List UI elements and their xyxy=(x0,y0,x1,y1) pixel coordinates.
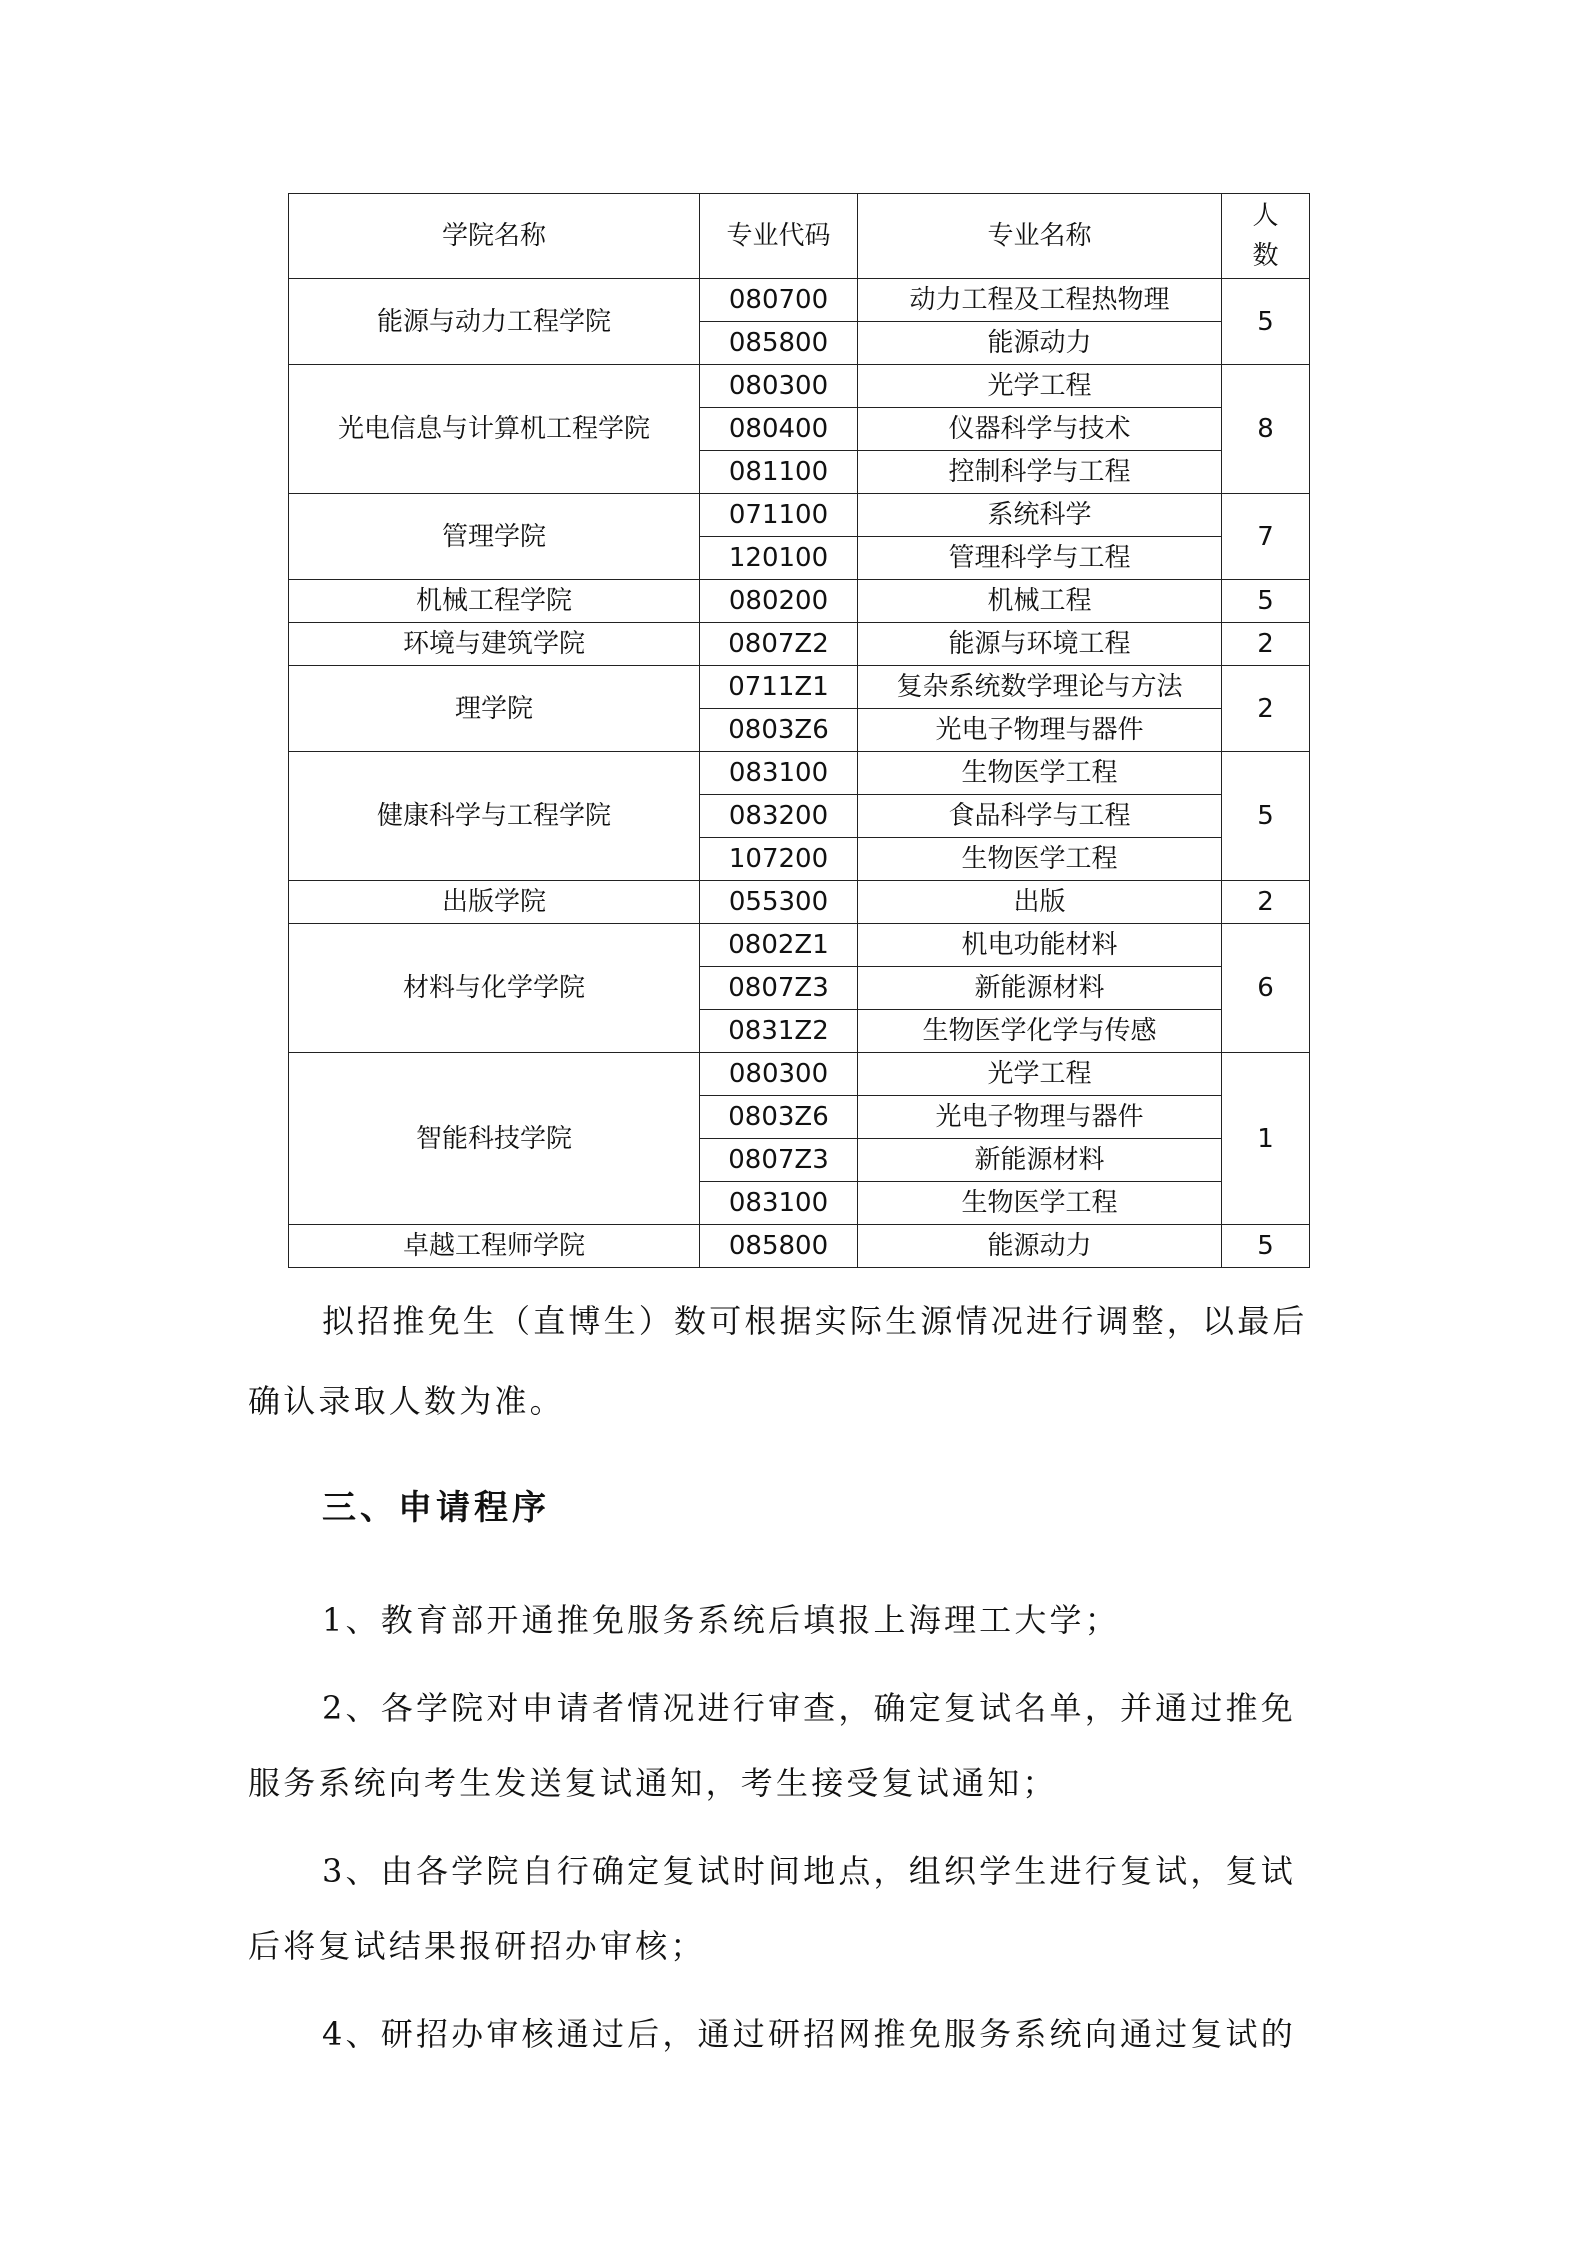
quota-count-cell: 2 xyxy=(1222,666,1310,752)
table-row xyxy=(289,1053,1310,1096)
college-name-cell: 健康科学与工程学院 xyxy=(289,752,700,881)
college-name-cell: 管理学院 xyxy=(289,494,700,580)
table-row xyxy=(289,924,1310,967)
major-name-cell: 新能源材料 xyxy=(858,967,1222,1010)
table-row xyxy=(289,494,1310,537)
table-header-row xyxy=(289,194,1310,279)
table-row xyxy=(289,623,1310,666)
major-name-cell: 能源动力 xyxy=(858,1225,1222,1268)
major-name-cell: 控制科学与工程 xyxy=(858,451,1222,494)
major-code-cell: 080400 xyxy=(700,408,858,451)
major-name-cell: 生物医学工程 xyxy=(858,838,1222,881)
college-name-cell: 卓越工程师学院 xyxy=(289,1225,700,1268)
table-row xyxy=(289,752,1310,795)
major-code-cell: 0802Z1 xyxy=(700,924,858,967)
major-name-cell: 光电子物理与器件 xyxy=(858,1096,1222,1139)
quota-count-cell: 5 xyxy=(1222,279,1310,365)
major-code-cell: 080300 xyxy=(700,1053,858,1096)
header-college: 学院名称 xyxy=(289,194,700,279)
major-code-cell: 0803Z6 xyxy=(700,1096,858,1139)
college-name-cell: 材料与化学学院 xyxy=(289,924,700,1053)
college-name-cell: 出版学院 xyxy=(289,881,700,924)
college-name-cell: 能源与动力工程学院 xyxy=(289,279,700,365)
quota-count-cell: 7 xyxy=(1222,494,1310,580)
quota-count-cell: 1 xyxy=(1222,1053,1310,1225)
quota-count-cell: 5 xyxy=(1222,1225,1310,1268)
step-3-line-2: 后将复试结果报研招办审核； xyxy=(248,1927,706,1965)
college-name-cell: 机械工程学院 xyxy=(289,580,700,623)
major-name-cell: 光学工程 xyxy=(858,1053,1222,1096)
step-2-line-1: 2、各学院对申请者情况进行审查，确定复试名单，并通过推免 xyxy=(322,1689,1296,1727)
major-name-cell: 新能源材料 xyxy=(858,1139,1222,1182)
major-name-cell: 光电子物理与器件 xyxy=(858,709,1222,752)
major-name-cell: 能源动力 xyxy=(858,322,1222,365)
major-name-cell: 系统科学 xyxy=(858,494,1222,537)
major-code-cell: 083100 xyxy=(700,752,858,795)
major-code-cell: 080200 xyxy=(700,580,858,623)
major-name-cell: 生物医学工程 xyxy=(858,752,1222,795)
table-row xyxy=(289,1225,1310,1268)
major-code-cell: 083200 xyxy=(700,795,858,838)
major-name-cell: 能源与环境工程 xyxy=(858,623,1222,666)
major-code-cell: 085800 xyxy=(700,1225,858,1268)
major-code-cell: 083100 xyxy=(700,1182,858,1225)
step-4-line-1: 4、研招办审核通过后，通过研招网推免服务系统向通过复试的 xyxy=(322,2015,1296,2053)
major-name-cell: 生物医学工程 xyxy=(858,1182,1222,1225)
table-row xyxy=(289,666,1310,709)
major-code-cell: 107200 xyxy=(700,838,858,881)
note-line-2: 确认录取人数为准。 xyxy=(248,1382,565,1420)
major-code-cell: 0711Z1 xyxy=(700,666,858,709)
quota-count-cell: 8 xyxy=(1222,365,1310,494)
quota-count-cell: 2 xyxy=(1222,881,1310,924)
table-row xyxy=(289,279,1310,322)
major-name-cell: 机械工程 xyxy=(858,580,1222,623)
major-name-cell: 仪器科学与技术 xyxy=(858,408,1222,451)
major-code-cell: 0803Z6 xyxy=(700,709,858,752)
major-code-cell: 085800 xyxy=(700,322,858,365)
quota-count-cell: 6 xyxy=(1222,924,1310,1053)
major-code-cell: 120100 xyxy=(700,537,858,580)
college-name-cell: 光电信息与计算机工程学院 xyxy=(289,365,700,494)
quota-table xyxy=(288,193,1310,1268)
table-row xyxy=(289,580,1310,623)
section-heading: 三、申请程序 xyxy=(322,1488,550,1528)
header-count xyxy=(1222,194,1310,279)
major-name-cell: 复杂系统数学理论与方法 xyxy=(858,666,1222,709)
step-3-line-1: 3、由各学院自行确定复试时间地点，组织学生进行复试，复试 xyxy=(322,1852,1296,1890)
header-count-label: 人数 xyxy=(1252,201,1279,271)
header-major: 专业名称 xyxy=(858,194,1222,279)
major-name-cell: 光学工程 xyxy=(858,365,1222,408)
major-name-cell: 动力工程及工程热物理 xyxy=(858,279,1222,322)
quota-count-cell: 5 xyxy=(1222,752,1310,881)
major-code-cell: 055300 xyxy=(700,881,858,924)
major-code-cell: 080300 xyxy=(700,365,858,408)
major-code-cell: 0807Z3 xyxy=(700,1139,858,1182)
major-code-cell: 081100 xyxy=(700,451,858,494)
major-name-cell: 管理科学与工程 xyxy=(858,537,1222,580)
major-code-cell: 080700 xyxy=(700,279,858,322)
step-1-line-1: 1、教育部开通推免服务系统后填报上海理工大学； xyxy=(322,1601,1120,1639)
major-code-cell: 0831Z2 xyxy=(700,1010,858,1053)
college-name-cell: 智能科技学院 xyxy=(289,1053,700,1225)
major-code-cell: 0807Z3 xyxy=(700,967,858,1010)
header-code: 专业代码 xyxy=(700,194,858,279)
table-row xyxy=(289,881,1310,924)
major-name-cell: 出版 xyxy=(858,881,1222,924)
major-code-cell: 071100 xyxy=(700,494,858,537)
major-name-cell: 机电功能材料 xyxy=(858,924,1222,967)
quota-count-cell: 2 xyxy=(1222,623,1310,666)
major-code-cell: 0807Z2 xyxy=(700,623,858,666)
college-name-cell: 环境与建筑学院 xyxy=(289,623,700,666)
table-row xyxy=(289,365,1310,408)
step-2-line-2: 服务系统向考生发送复试通知，考生接受复试通知； xyxy=(248,1764,1058,1802)
major-name-cell: 食品科学与工程 xyxy=(858,795,1222,838)
major-name-cell: 生物医学化学与传感 xyxy=(858,1010,1222,1053)
quota-count-cell: 5 xyxy=(1222,580,1310,623)
table-body xyxy=(289,279,1310,1268)
note-line-1: 拟招推免生（直博生）数可根据实际生源情况进行调整，以最后 xyxy=(322,1302,1308,1340)
college-name-cell: 理学院 xyxy=(289,666,700,752)
